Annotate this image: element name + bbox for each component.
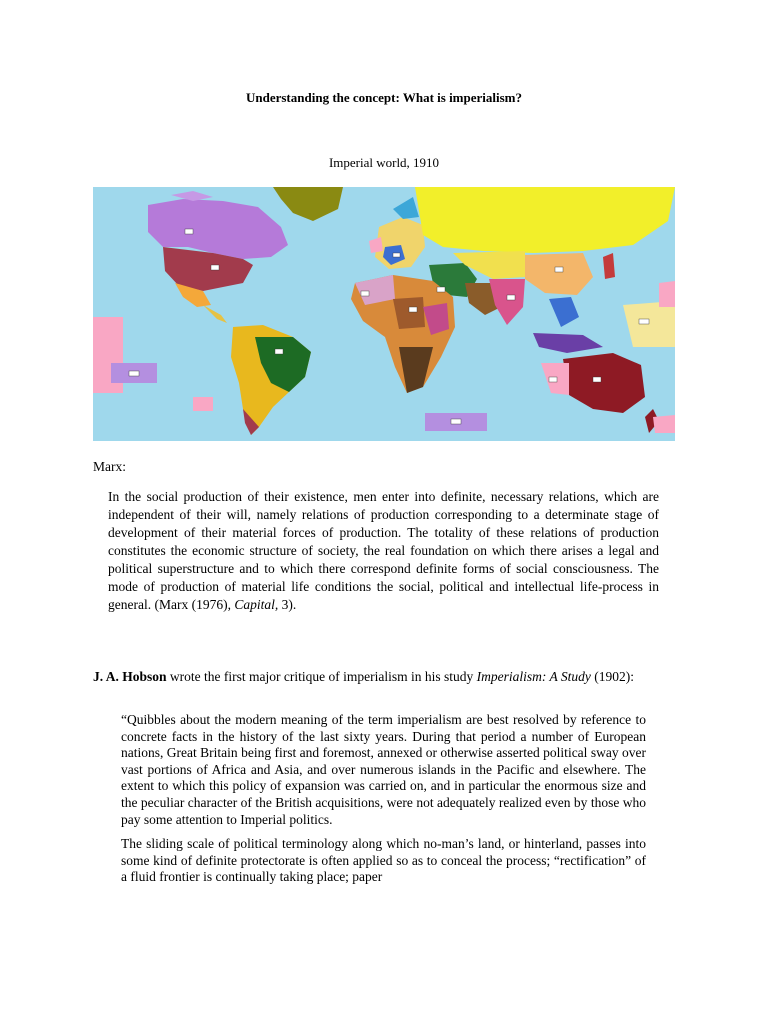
hobson-quote-p2: The sliding scale of political terminology along which no-man’s land, or hinterland, passes into some kind of definite protectorate is often applied so as to conceal the process; “rectification” of a fluid frontier is continually taking place; paper: [121, 836, 646, 885]
map-caption: Imperial world, 1910: [328, 155, 440, 170]
hobson-book: Imperialism: A Study: [476, 669, 591, 684]
world-map-1910: [93, 187, 675, 441]
hobson-name: J. A. Hobson: [93, 669, 167, 684]
page-title: Understanding the concept: What is imperialism?: [245, 90, 522, 105]
marx-quote-text: In the social production of their existence, men enter into definite, necessary relations, which are independent of their will, namely relations of production corresponding to a determinate stage of development of their material forces of production. The totality of these relations of production constitutes the economic structure of society, the real foundation on which there arises a legal and political superstructure and to which there correspond definite forms of social consciousness. The mode of production of material life conditions the social, political and intellectual life-process in general. (Marx (1976),: [108, 489, 659, 612]
hobson-text: wrote the first major critique of imperialism in his study: [166, 669, 477, 684]
marx-label: Marx:: [93, 459, 126, 474]
marx-quote-end: 3).: [278, 597, 297, 612]
hobson-year: (1902):: [590, 669, 634, 684]
marx-quote: [108, 488, 659, 614]
hobson-intro: [93, 668, 673, 685]
hobson-quote-p1: “Quibbles about the modern meaning of the term imperialism are best resolved by reference to concrete facts in the history of the last sixty years. During that period a number of European nations, Great Britain being first and foremost, annexed or otherwise asserted political sway over vast portions of Africa and Asia, and over numerous islands in the Pacific and elsewhere. The extent to which this policy of expansion was carried on, and in particular the enormous size and the peculiar character of the British acquisitions, were not adequately realized even by those who pay some attention to Imperial politics.: [121, 712, 646, 827]
hobson-quote: [121, 712, 646, 894]
marx-quote-italic: Capital,: [234, 597, 279, 612]
